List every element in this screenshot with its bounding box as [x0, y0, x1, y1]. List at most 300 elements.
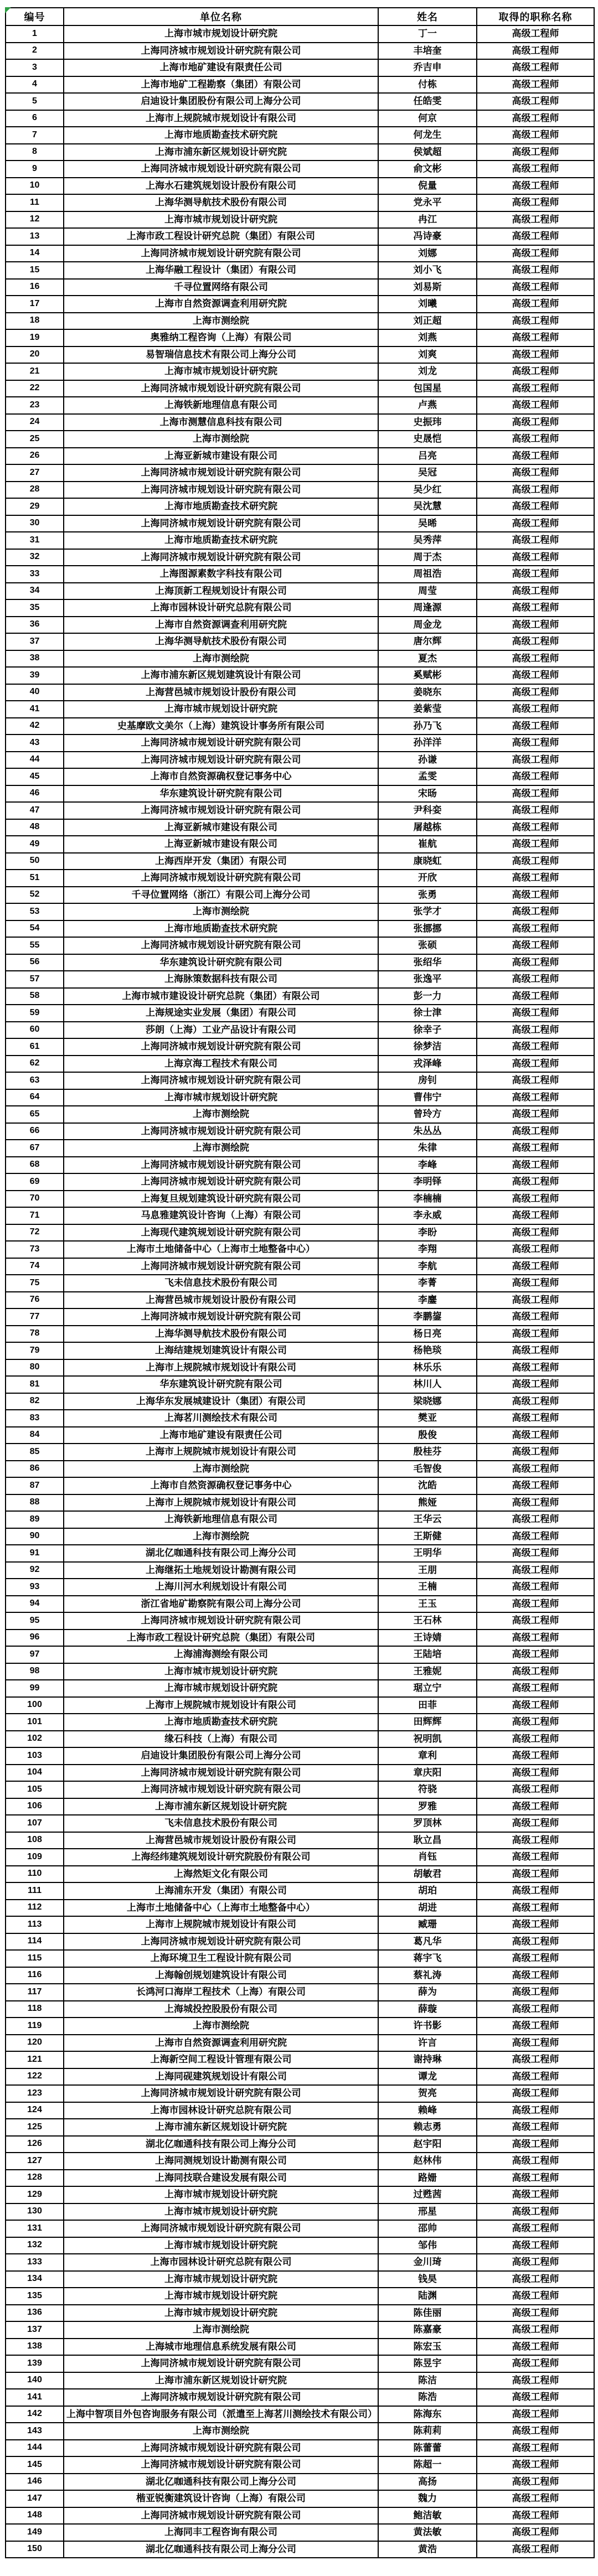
person-name-cell: 梁晓娜	[378, 1393, 477, 1410]
person-name-cell: 陈海东	[378, 2406, 477, 2423]
table-row	[6, 144, 594, 161]
table-row	[6, 1056, 594, 1073]
unit-name-cell: 上海中智项目外包咨询服务有限公司（派遣至上海茗川测绘技术有限公司）	[64, 2406, 378, 2423]
row-id-cell: 107	[6, 1815, 64, 1832]
row-id-cell: 50	[6, 853, 64, 870]
person-name-cell: 陈超一	[378, 2456, 477, 2474]
title-name-cell: 高级工程师	[477, 2220, 594, 2237]
unit-name-cell: 上海同济城市规划设计研究院有限公司	[64, 734, 378, 752]
table-row	[6, 954, 594, 971]
unit-name-cell: 湖北亿咖通科技有限公司上海分公司	[64, 2474, 378, 2491]
title-name-cell: 高级工程师	[477, 2440, 594, 2457]
unit-name-cell: 楷亚锐衡建筑设计咨询（上海）有限公司	[64, 2490, 378, 2507]
unit-name-cell: 上海同济城市规划设计研究院有限公司	[64, 464, 378, 482]
title-name-cell: 高级工程师	[477, 329, 594, 346]
unit-name-cell: 上海同济城市规划设计研究院有限公司	[64, 1072, 378, 1089]
table-row	[6, 1781, 594, 1798]
unit-name-cell: 上海经纬建筑规划设计研究院股份有限公司	[64, 1849, 378, 1866]
unit-name-cell: 上海同济城市规划设计研究院有限公司	[64, 482, 378, 499]
row-id-cell: 111	[6, 1882, 64, 1900]
unit-name-cell: 上海同技联合建设发展有限公司	[64, 2170, 378, 2187]
person-name-cell: 周逢源	[378, 599, 477, 617]
row-id-cell: 6	[6, 110, 64, 127]
person-name-cell: 罗雅	[378, 1798, 477, 1815]
unit-name-cell: 华东建筑设计研究院有限公司	[64, 1376, 378, 1393]
title-name-cell: 高级工程师	[477, 701, 594, 718]
unit-name-cell: 上海市上规院城市规划设计有限公司	[64, 1494, 378, 1512]
table-row	[6, 1765, 594, 1782]
table-row	[6, 2051, 594, 2068]
person-name-cell: 沈皓	[378, 1477, 477, 1494]
table-row	[6, 1528, 594, 1545]
unit-name-cell: 上海同济城市规划设计研究院有限公司	[64, 1258, 378, 1275]
unit-name-cell: 上海同测规划设计勘测有限公司	[64, 2153, 378, 2170]
person-name-cell: 姜紫莹	[378, 701, 477, 718]
table-row	[6, 346, 594, 364]
person-name-cell: 崔航	[378, 836, 477, 853]
person-name-cell: 史振玮	[378, 414, 477, 431]
unit-name-cell: 上海市城市规划设计研究院	[64, 211, 378, 229]
title-name-cell: 高级工程师	[477, 2372, 594, 2389]
title-name-cell: 高级工程师	[477, 1427, 594, 1444]
row-id-cell: 88	[6, 1494, 64, 1512]
row-id-cell: 75	[6, 1275, 64, 1292]
unit-name-cell: 上海茗川测绘技术有限公司	[64, 1410, 378, 1427]
row-id-cell: 13	[6, 228, 64, 245]
title-name-cell: 高级工程师	[477, 1545, 594, 1562]
unit-name-cell: 上海市土地储备中心（上海市土地整备中心）	[64, 1241, 378, 1258]
row-id-cell: 150	[6, 2541, 64, 2558]
table-row	[6, 532, 594, 549]
unit-name-cell: 上海市上规院城市规划设计有限公司	[64, 1359, 378, 1377]
row-id-cell: 145	[6, 2456, 64, 2474]
title-name-cell: 高级工程师	[477, 1798, 594, 1815]
person-name-cell: 冯诗豪	[378, 228, 477, 245]
person-name-cell: 王雅妮	[378, 1663, 477, 1680]
row-id-cell: 32	[6, 549, 64, 566]
title-name-cell: 高级工程师	[477, 1815, 594, 1832]
title-name-cell: 高级工程师	[477, 684, 594, 701]
table-row	[6, 25, 594, 43]
person-name-cell: 徐梦洁	[378, 1038, 477, 1056]
person-name-cell: 李峰	[378, 1157, 477, 1174]
unit-name-cell: 上海市政工程设计研究总院（集团）有限公司	[64, 1630, 378, 1647]
table-row	[6, 2001, 594, 2018]
row-id-cell: 87	[6, 1477, 64, 1494]
person-name-cell: 胡进	[378, 1900, 477, 1917]
title-name-cell: 高级工程师	[477, 414, 594, 431]
row-id-cell: 104	[6, 1765, 64, 1782]
person-name-cell: 党永平	[378, 194, 477, 211]
title-name-cell: 高级工程师	[477, 1714, 594, 1731]
person-name-cell: 冉江	[378, 211, 477, 229]
table-row	[6, 971, 594, 988]
title-name-cell: 高级工程师	[477, 819, 594, 836]
title-name-cell: 高级工程师	[477, 498, 594, 515]
row-id-cell: 147	[6, 2490, 64, 2507]
title-name-cell: 高级工程师	[477, 1950, 594, 1967]
table-row	[6, 2490, 594, 2507]
table-row	[6, 1646, 594, 1663]
table-row	[6, 887, 594, 904]
table-row	[6, 380, 594, 397]
title-name-cell: 高级工程师	[477, 380, 594, 397]
unit-name-cell: 上海市测绘院	[64, 1106, 378, 1123]
row-id-cell: 132	[6, 2237, 64, 2254]
table-row	[6, 2102, 594, 2119]
row-id-cell: 15	[6, 262, 64, 279]
unit-name-cell: 上海同济城市规划设计研究院有限公司	[64, 2456, 378, 2474]
title-name-cell: 高级工程师	[477, 1731, 594, 1748]
table-row	[6, 1224, 594, 1242]
title-name-cell: 高级工程师	[477, 549, 594, 566]
title-name-cell: 高级工程师	[477, 1832, 594, 1849]
table-row	[6, 1494, 594, 1512]
table-row	[6, 2271, 594, 2288]
row-id-cell: 110	[6, 1866, 64, 1883]
title-name-cell: 高级工程师	[477, 2474, 594, 2491]
person-name-cell: 鲍洁敏	[378, 2507, 477, 2525]
unit-name-cell: 上海市测绘院	[64, 2423, 378, 2440]
title-name-cell: 高级工程师	[477, 583, 594, 600]
title-name-cell: 高级工程师	[477, 903, 594, 920]
title-name-cell: 高级工程师	[477, 1866, 594, 1883]
row-id-cell: 65	[6, 1106, 64, 1123]
person-name-cell: 王石林	[378, 1612, 477, 1630]
table-row	[6, 127, 594, 144]
table-row	[6, 2541, 594, 2558]
title-name-cell: 高级工程师	[477, 1477, 594, 1494]
person-name-cell: 熊娅	[378, 1494, 477, 1512]
table-row	[6, 279, 594, 296]
unit-name-cell: 上海市测绘院	[64, 650, 378, 668]
unit-name-cell: 上海同济城市规划设计研究院有限公司	[64, 380, 378, 397]
table-row	[6, 2186, 594, 2203]
table-row	[6, 2237, 594, 2254]
person-name-cell: 李明铎	[378, 1173, 477, 1191]
title-name-cell: 高级工程师	[477, 1123, 594, 1140]
table-row	[6, 1663, 594, 1680]
unit-name-cell: 上海市地矿建设有限责任公司	[64, 59, 378, 76]
title-name-cell: 高级工程师	[477, 2203, 594, 2221]
person-name-cell: 周金龙	[378, 617, 477, 634]
row-id-cell: 137	[6, 2321, 64, 2339]
table-row	[6, 1731, 594, 1748]
title-name-cell: 高级工程师	[477, 127, 594, 144]
unit-name-cell: 上海川河水利规划设计有限公司	[64, 1579, 378, 1596]
person-name-cell: 陈蕾蕾	[378, 2440, 477, 2457]
row-id-cell: 148	[6, 2507, 64, 2525]
person-name-cell: 吴沈慧	[378, 498, 477, 515]
row-id-cell: 9	[6, 161, 64, 178]
person-name-cell: 朱律	[378, 1140, 477, 1157]
row-id-cell: 73	[6, 1241, 64, 1258]
table-row	[6, 802, 594, 819]
title-name-cell: 高级工程师	[477, 346, 594, 364]
table-row	[6, 1832, 594, 1849]
person-name-cell: 彭一力	[378, 988, 477, 1005]
person-name-cell: 唐尔辉	[378, 633, 477, 650]
unit-name-cell: 千寻位置网络有限公司	[64, 279, 378, 296]
title-name-cell: 高级工程师	[477, 1258, 594, 1275]
row-id-cell: 23	[6, 397, 64, 414]
table-row	[6, 1477, 594, 1494]
person-name-cell: 史晟恺	[378, 431, 477, 448]
table-row	[6, 2153, 594, 2170]
table-row	[6, 2355, 594, 2372]
row-id-cell: 54	[6, 920, 64, 938]
person-name-cell: 宋旸	[378, 785, 477, 803]
row-id-cell: 76	[6, 1292, 64, 1309]
unit-name-cell: 上海市城市规划设计研究院	[64, 25, 378, 43]
row-id-cell: 24	[6, 414, 64, 431]
unit-name-cell: 上海华东发展城建设计（集团）有限公司	[64, 1393, 378, 1410]
unit-name-cell: 上海城市地理信息系统发展有限公司	[64, 2339, 378, 2356]
title-name-cell: 高级工程师	[477, 1765, 594, 1782]
table-row	[6, 701, 594, 718]
title-name-cell: 高级工程师	[477, 887, 594, 904]
row-id-cell: 91	[6, 1545, 64, 1562]
unit-name-cell: 上海浦海测绘有限公司	[64, 1646, 378, 1663]
unit-name-cell: 上海市城市规划设计研究院	[64, 2305, 378, 2322]
unit-name-cell: 湖北亿咖通科技有限公司上海分公司	[64, 1545, 378, 1562]
table-row	[6, 363, 594, 380]
unit-name-cell: 上海市城市规划设计研究院	[64, 1680, 378, 1697]
title-name-cell: 高级工程师	[477, 2389, 594, 2406]
table-row	[6, 2474, 594, 2491]
title-name-cell: 高级工程师	[477, 2524, 594, 2541]
title-name-cell: 高级工程师	[477, 617, 594, 634]
table-row	[6, 482, 594, 499]
person-name-cell: 李航	[378, 1258, 477, 1275]
person-name-cell: 姜晓东	[378, 684, 477, 701]
person-name-cell: 奚赋彬	[378, 667, 477, 684]
title-name-cell: 高级工程师	[477, 1241, 594, 1258]
row-id-cell: 43	[6, 734, 64, 752]
table-row	[6, 650, 594, 668]
table-row	[6, 2170, 594, 2187]
row-id-cell: 129	[6, 2186, 64, 2203]
table-row	[6, 329, 594, 346]
table-row	[6, 633, 594, 650]
person-name-cell: 许书影	[378, 2018, 477, 2035]
unit-name-cell: 华东建筑设计研究院有限公司	[64, 785, 378, 803]
row-id-cell: 103	[6, 1747, 64, 1765]
title-name-cell: 高级工程师	[477, 1410, 594, 1427]
table-row	[6, 2203, 594, 2221]
unit-name-cell: 上海然矩文化有限公司	[64, 1866, 378, 1883]
row-id-cell: 26	[6, 448, 64, 465]
title-name-cell: 高级工程师	[477, 2507, 594, 2525]
title-name-cell: 高级工程师	[477, 1630, 594, 1647]
table-row	[6, 2524, 594, 2541]
person-name-cell: 刘易斯	[378, 279, 477, 296]
title-name-cell: 高级工程师	[477, 1140, 594, 1157]
title-name-cell: 高级工程师	[477, 464, 594, 482]
person-name-cell: 曹伟宁	[378, 1089, 477, 1106]
title-name-cell: 高级工程师	[477, 802, 594, 819]
row-id-cell: 53	[6, 903, 64, 920]
row-id-cell: 52	[6, 887, 64, 904]
table-row	[6, 768, 594, 785]
title-name-cell: 高级工程师	[477, 2541, 594, 2558]
person-name-cell: 任皓雯	[378, 93, 477, 110]
unit-name-cell: 易智瑞信息技术有限公司上海分公司	[64, 346, 378, 364]
person-name-cell: 张勇	[378, 887, 477, 904]
row-id-cell: 63	[6, 1072, 64, 1089]
table-row	[6, 1342, 594, 1359]
table-row	[6, 1849, 594, 1866]
unit-name-cell: 湖北亿咖通科技有限公司上海分公司	[64, 2541, 378, 2558]
unit-name-cell: 上海市地质勘查技术研究院	[64, 920, 378, 938]
table-row	[6, 194, 594, 211]
person-name-cell: 张逸平	[378, 971, 477, 988]
row-id-cell: 59	[6, 1005, 64, 1022]
table-row	[6, 819, 594, 836]
title-name-cell: 高级工程师	[477, 161, 594, 178]
person-name-cell: 侯斌超	[378, 144, 477, 161]
person-name-cell: 蒋宇飞	[378, 1950, 477, 1967]
person-name-cell: 蔡礼涛	[378, 1967, 477, 1984]
unit-name-cell: 上海市园林设计研究总院有限公司	[64, 599, 378, 617]
table-row	[6, 1697, 594, 1714]
row-id-cell: 47	[6, 802, 64, 819]
unit-name-cell: 启迪设计集团股份有限公司上海分公司	[64, 1747, 378, 1765]
title-name-cell: 高级工程师	[477, 1781, 594, 1798]
table-row	[6, 1005, 594, 1022]
person-name-cell: 符骁	[378, 1781, 477, 1798]
person-name-cell: 贺亮	[378, 2085, 477, 2102]
person-name-cell: 王楠	[378, 1579, 477, 1596]
row-id-cell: 123	[6, 2085, 64, 2102]
title-name-cell: 高级工程师	[477, 1038, 594, 1056]
person-name-cell: 樊亚	[378, 1410, 477, 1427]
title-name-cell: 高级工程师	[477, 76, 594, 94]
unit-name-cell: 上海顶新工程规划设计有限公司	[64, 583, 378, 600]
person-name-cell: 王诗婧	[378, 1630, 477, 1647]
unit-name-cell: 上海同丰工程咨询有限公司	[64, 2524, 378, 2541]
person-name-cell: 赖峰	[378, 2102, 477, 2119]
unit-name-cell: 上海市自然资源确权登记事务中心	[64, 768, 378, 785]
person-name-cell: 刘龙	[378, 363, 477, 380]
row-id-cell: 121	[6, 2051, 64, 2068]
person-name-cell: 黄法敏	[378, 2524, 477, 2541]
table-row	[6, 1308, 594, 1326]
title-name-cell: 高级工程师	[477, 650, 594, 668]
row-id-cell: 99	[6, 1680, 64, 1697]
table-row	[6, 498, 594, 515]
person-name-cell: 邵帅	[378, 2220, 477, 2237]
unit-name-cell: 上海同济城市规划设计研究院有限公司	[64, 2507, 378, 2525]
person-name-cell: 吕亮	[378, 448, 477, 465]
title-name-cell: 高级工程师	[477, 1089, 594, 1106]
person-name-cell: 曾玲方	[378, 1106, 477, 1123]
title-name-cell: 高级工程师	[477, 228, 594, 245]
title-name-cell: 高级工程师	[477, 768, 594, 785]
row-id-cell: 71	[6, 1207, 64, 1224]
table-row	[6, 515, 594, 532]
person-name-cell: 吴秀萍	[378, 532, 477, 549]
table-row	[6, 988, 594, 1005]
table-row	[6, 903, 594, 920]
unit-name-cell: 上海现代建筑规划设计研究院有限公司	[64, 1224, 378, 1242]
title-name-cell: 高级工程师	[477, 1005, 594, 1022]
person-name-cell: 钱昊	[378, 2271, 477, 2288]
person-name-cell: 殷桂芬	[378, 1444, 477, 1461]
unit-name-cell: 飞未信息技术股份有限公司	[64, 1275, 378, 1292]
title-name-cell: 高级工程师	[477, 2254, 594, 2271]
table-row	[6, 211, 594, 229]
table-row	[6, 1984, 594, 2001]
unit-name-cell: 上海同济城市规划设计研究院有限公司	[64, 245, 378, 262]
title-name-cell: 高级工程师	[477, 1900, 594, 1917]
person-name-cell: 王玉	[378, 1596, 477, 1613]
table-row	[6, 2018, 594, 2035]
table-row	[6, 431, 594, 448]
person-name-cell: 张学才	[378, 903, 477, 920]
table-row	[6, 1950, 594, 1967]
unit-name-cell: 上海同济城市规划设计研究院有限公司	[64, 161, 378, 178]
title-name-cell: 高级工程师	[477, 785, 594, 803]
row-id-cell: 84	[6, 1427, 64, 1444]
header-row	[6, 8, 594, 25]
person-name-cell: 臧珊	[378, 1916, 477, 1933]
unit-name-cell: 上海城投控股股份有限公司	[64, 2001, 378, 2018]
title-name-cell: 高级工程师	[477, 853, 594, 870]
unit-name-cell: 上海市测绘院	[64, 1461, 378, 1478]
table-row	[6, 599, 594, 617]
unit-name-cell: 上海浦东开发（集团）有限公司	[64, 1882, 378, 1900]
table-row	[6, 1072, 594, 1089]
table-row	[6, 448, 594, 465]
table-row	[6, 1596, 594, 1613]
row-id-cell: 141	[6, 2389, 64, 2406]
row-id-cell: 113	[6, 1916, 64, 1933]
unit-name-cell: 上海同济城市规划设计研究院有限公司	[64, 2220, 378, 2237]
table-row	[6, 2507, 594, 2525]
table-row	[6, 1275, 594, 1292]
table-row	[6, 464, 594, 482]
title-name-cell: 高级工程师	[477, 1072, 594, 1089]
row-id-cell: 40	[6, 684, 64, 701]
unit-name-cell: 上海结建规划建筑设计有限公司	[64, 1342, 378, 1359]
person-name-cell: 刘爽	[378, 346, 477, 364]
row-id-cell: 124	[6, 2102, 64, 2119]
table-row	[6, 245, 594, 262]
row-id-cell: 35	[6, 599, 64, 617]
title-name-cell: 高级工程师	[477, 532, 594, 549]
person-name-cell: 陈佳丽	[378, 2305, 477, 2322]
unit-name-cell: 上海西岸开发（集团）有限公司	[64, 853, 378, 870]
unit-name-cell: 上海市自然资源调查利用研究院	[64, 296, 378, 313]
title-name-cell: 高级工程师	[477, 93, 594, 110]
table-row	[6, 684, 594, 701]
row-id-cell: 61	[6, 1038, 64, 1056]
title-name-cell: 高级工程师	[477, 1849, 594, 1866]
unit-name-cell: 上海市上规院城市规划设计有限公司	[64, 1444, 378, 1461]
table-row	[6, 414, 594, 431]
professional-titles-table	[5, 7, 595, 2558]
unit-name-cell: 上海同济城市规划设计研究院有限公司	[64, 752, 378, 769]
unit-name-cell: 上海同济城市规划设计研究院有限公司	[64, 1612, 378, 1630]
row-id-cell: 100	[6, 1697, 64, 1714]
row-id-cell: 55	[6, 937, 64, 954]
table-row	[6, 2288, 594, 2305]
unit-name-cell: 上海市测慧信息科技有限公司	[64, 414, 378, 431]
person-name-cell: 孙乃飞	[378, 718, 477, 735]
row-id-cell: 96	[6, 1630, 64, 1647]
person-name-cell: 戎泽峰	[378, 1056, 477, 1073]
